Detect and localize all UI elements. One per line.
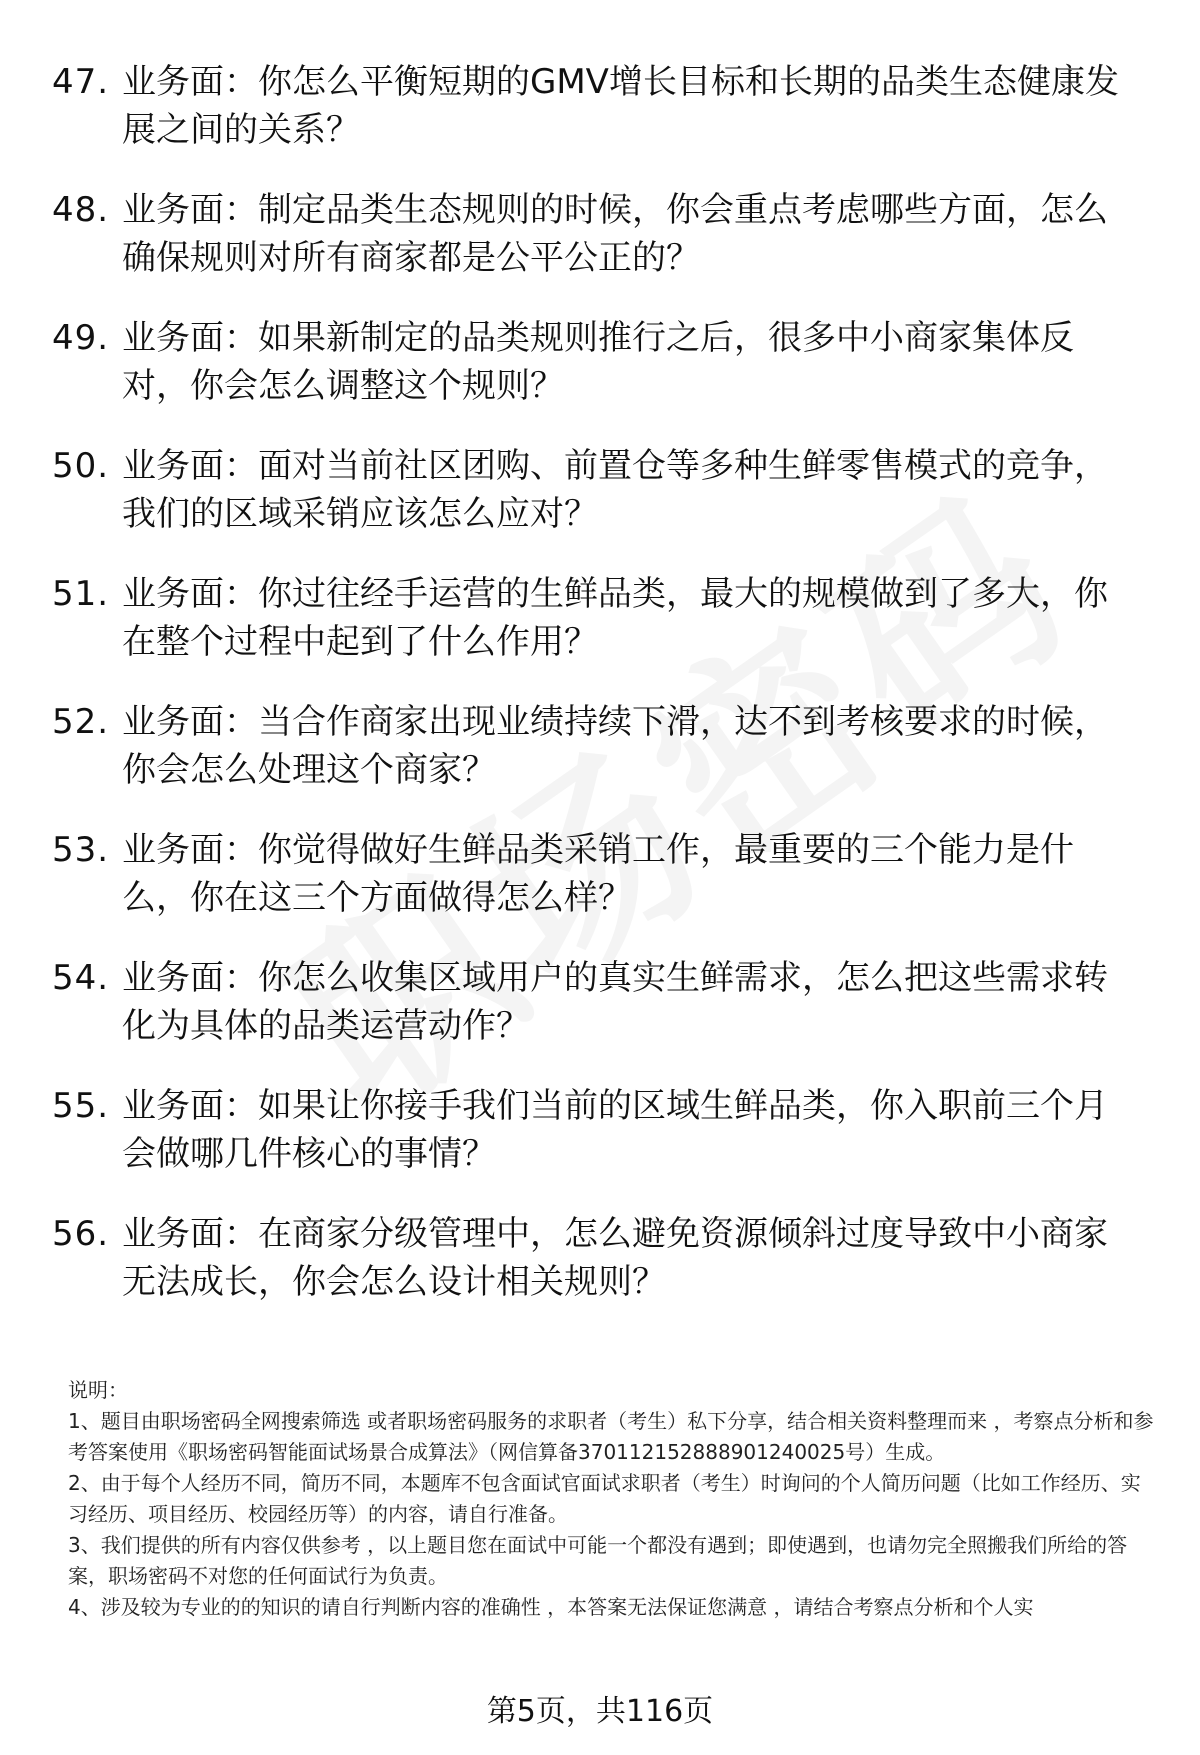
question-item bbox=[52, 954, 1162, 1082]
question-text: 业务面：你觉得做好生鲜品类采销工作，最重要的三个能力是什么，你在这三个方面做得怎么样？ bbox=[122, 830, 1074, 918]
question-item bbox=[52, 698, 1162, 826]
question-number: 47. bbox=[52, 62, 110, 102]
question-text: 业务面：当合作商家出现业绩持续下滑，达不到考核要求的时候，你会怎么处理这个商家？ bbox=[122, 702, 1108, 790]
question-item bbox=[52, 826, 1162, 954]
page-footer: 第5页，共116页 bbox=[486, 1694, 714, 1729]
note-item: 4、涉及较为专业的的知识的请自行判断内容的准确性 ，本答案无法保证您满意 ，请结合考察点分析和个人实 bbox=[68, 1595, 1034, 1619]
question-item bbox=[52, 314, 1162, 442]
question-number: 55. bbox=[52, 1086, 110, 1126]
question-number: 51. bbox=[52, 574, 110, 614]
question-list bbox=[52, 58, 1162, 1338]
note-item: 3、我们提供的所有内容仅供参考 ，以上题目您在面试中可能一个都没有遇到；即使遇到，也请勿完全照搬我们所给的答案，职场密码不对您的任何面试行为负责。 bbox=[68, 1533, 1128, 1588]
question-text: 业务面：如果让你接手我们当前的区域生鲜品类，你入职前三个月会做哪几件核心的事情？ bbox=[122, 1086, 1108, 1174]
note-item: 1、题目由职场密码全网搜索筛选 或者职场密码服务的求职者（考生）私下分享，结合相关资料整理而来 ，考察点分析和参考答案使用《职场密码智能面试场景合成算法》（网信算备370112152888901240025号）生成。 bbox=[68, 1409, 1154, 1464]
question-item bbox=[52, 442, 1162, 570]
question-text: 业务面：你怎么平衡短期的GMV增长目标和长期的品类生态健康发展之间的关系？ bbox=[122, 62, 1119, 150]
question-number: 49. bbox=[52, 318, 110, 358]
question-number: 54. bbox=[52, 958, 110, 998]
question-item bbox=[52, 186, 1162, 314]
question-item bbox=[52, 58, 1162, 186]
question-number: 53. bbox=[52, 830, 110, 870]
question-item bbox=[52, 570, 1162, 698]
question-item bbox=[52, 1210, 1162, 1338]
notes-heading: 说明： bbox=[68, 1378, 128, 1402]
question-item bbox=[52, 1082, 1162, 1210]
note-item: 2、由于每个人经历不同，简历不同，本题库不包含面试官面试求职者（考生）时询问的个人简历问题（比如工作经历、实习经历、项目经历、校园经历等）的内容，请自行准备。 bbox=[68, 1471, 1141, 1526]
question-number: 48. bbox=[52, 190, 110, 230]
question-text: 业务面：你怎么收集区域用户的真实生鲜需求，怎么把这些需求转化为具体的品类运营动作？ bbox=[122, 958, 1108, 1046]
question-number: 52. bbox=[52, 702, 110, 742]
question-text: 业务面：制定品类生态规则的时候，你会重点考虑哪些方面，怎么确保规则对所有商家都是公平公正的？ bbox=[122, 190, 1108, 278]
question-number: 56. bbox=[52, 1214, 110, 1254]
question-text: 业务面：你过往经手运营的生鲜品类，最大的规模做到了多大，你在整个过程中起到了什么作用？ bbox=[122, 574, 1108, 662]
question-text: 业务面：在商家分级管理中，怎么避免资源倾斜过度导致中小商家无法成长，你会怎么设计相关规则？ bbox=[122, 1214, 1108, 1302]
question-text: 业务面：如果新制定的品类规则推行之后，很多中小商家集体反对，你会怎么调整这个规则？ bbox=[122, 318, 1074, 406]
question-number: 50. bbox=[52, 446, 110, 486]
notes-section bbox=[68, 1375, 1158, 1623]
question-text: 业务面：面对当前社区团购、前置仓等多种生鲜零售模式的竞争，我们的区域采销应该怎么应对？ bbox=[122, 446, 1108, 534]
